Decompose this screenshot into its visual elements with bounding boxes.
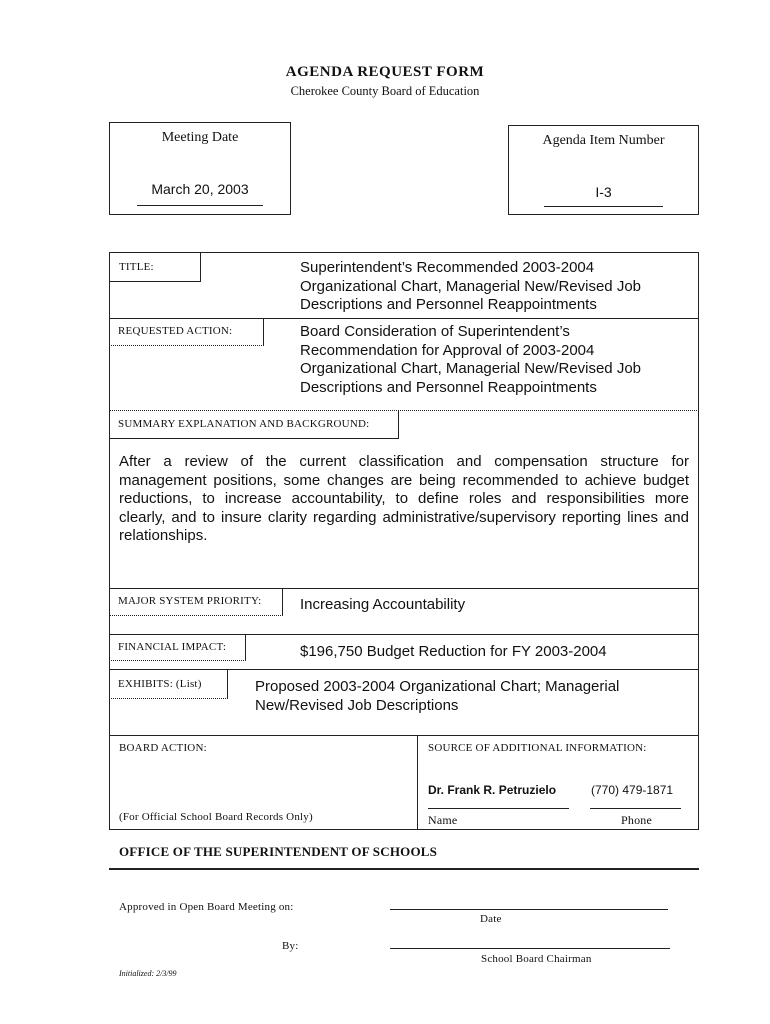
agenda-item-box bbox=[508, 125, 699, 215]
initialized-note: Initialized: 2/3/99 bbox=[119, 969, 177, 978]
title-line: Superintendent’s Recommended 2003-2004 bbox=[300, 259, 595, 276]
exhibits-line: New/Revised Job Descriptions bbox=[255, 696, 459, 714]
summary-line: clearly, and to insure clarity regarding administrative/supervisory reporting lines and bbox=[119, 508, 689, 526]
chairman-caption: School Board Chairman bbox=[481, 953, 592, 965]
source-label: SOURCE OF ADDITIONAL INFORMATION: bbox=[428, 742, 647, 754]
form-title: AGENDA REQUEST FORM bbox=[285, 64, 485, 80]
source-phone-caption: Phone bbox=[621, 813, 652, 827]
requested-action-line: Organizational Chart, Managerial New/Revised Job bbox=[300, 360, 642, 377]
office-heading: OFFICE OF THE SUPERINTENDENT OF SCHOOLS bbox=[119, 844, 438, 859]
requested-action-label: REQUESTED ACTION: bbox=[118, 325, 233, 337]
approved-label: Approved in Open Board Meeting on: bbox=[119, 901, 294, 913]
approved-date-line bbox=[390, 909, 668, 910]
summary-text bbox=[119, 453, 689, 546]
board-action-note: (For Official School Board Records Only) bbox=[119, 811, 313, 823]
source-name-caption: Name bbox=[428, 813, 458, 827]
exhibits-value bbox=[255, 678, 619, 715]
priority-value: Increasing Accountability bbox=[300, 596, 466, 613]
meeting-date-label: Meeting Date bbox=[161, 130, 239, 145]
title-label-box bbox=[109, 252, 201, 282]
requested-action-value bbox=[300, 323, 641, 397]
requested-action-label-box bbox=[109, 318, 264, 346]
financial-value: $196,750 Budget Reduction for FY 2003-2004 bbox=[300, 643, 607, 660]
exhibits-label: EXHIBITS: (List) bbox=[118, 678, 202, 690]
office-rule bbox=[109, 868, 699, 870]
requested-action-line: Recommendation for Approval of 2003-2004 bbox=[300, 341, 595, 359]
by-label: By: bbox=[282, 940, 299, 952]
requested-action-line: Board Consideration of Superintendent’s bbox=[300, 323, 570, 340]
financial-label-box bbox=[109, 634, 246, 661]
summary-line: reductions, to increase accountability, to define roles and responsibilities more bbox=[119, 490, 689, 507]
board-action-label: BOARD ACTION: bbox=[119, 742, 207, 754]
title-value bbox=[300, 259, 641, 315]
agenda-item-value: I-3 bbox=[595, 184, 612, 200]
agenda-item-label: Agenda Item Number bbox=[542, 133, 665, 148]
priority-label: MAJOR SYSTEM PRIORITY: bbox=[118, 595, 262, 607]
board-action-divider bbox=[417, 735, 418, 830]
date-caption: Date bbox=[480, 913, 502, 925]
title-line: Descriptions and Personnel Reappointments bbox=[300, 296, 597, 313]
chairman-signature-line bbox=[390, 948, 670, 949]
agenda-item-underline bbox=[544, 206, 663, 207]
meeting-date-underline bbox=[137, 205, 263, 206]
source-name-underline bbox=[428, 808, 569, 809]
source-phone-underline bbox=[590, 808, 681, 809]
summary-label: SUMMARY EXPLANATION AND BACKGROUND: bbox=[118, 418, 370, 430]
exhibits-line: Proposed 2003-2004 Organizational Chart; Managerial bbox=[255, 678, 620, 695]
priority-label-box bbox=[109, 588, 283, 616]
requested-action-line: Descriptions and Personnel Reappointments bbox=[300, 378, 597, 396]
source-name: Dr. Frank R. Petruzielo bbox=[428, 783, 557, 797]
title-label: TITLE: bbox=[119, 261, 154, 273]
exhibits-label-box bbox=[109, 669, 228, 699]
financial-label: FINANCIAL IMPACT: bbox=[118, 641, 227, 653]
source-phone: (770) 479-1871 bbox=[591, 783, 674, 797]
summary-line: relationships. bbox=[119, 527, 208, 544]
summary-label-box bbox=[109, 410, 399, 439]
title-line: Organizational Chart, Managerial New/Revised Job bbox=[300, 277, 642, 295]
summary-line: After a review of the current classification and compensation structure for bbox=[119, 453, 689, 470]
row-divider bbox=[109, 735, 699, 736]
meeting-date-value: March 20, 2003 bbox=[151, 181, 249, 197]
form-subtitle: Cherokee County Board of Education bbox=[290, 84, 480, 98]
meeting-date-box bbox=[109, 122, 291, 215]
summary-line: management positions, some changes are being recommended to achieve budget bbox=[119, 471, 689, 489]
